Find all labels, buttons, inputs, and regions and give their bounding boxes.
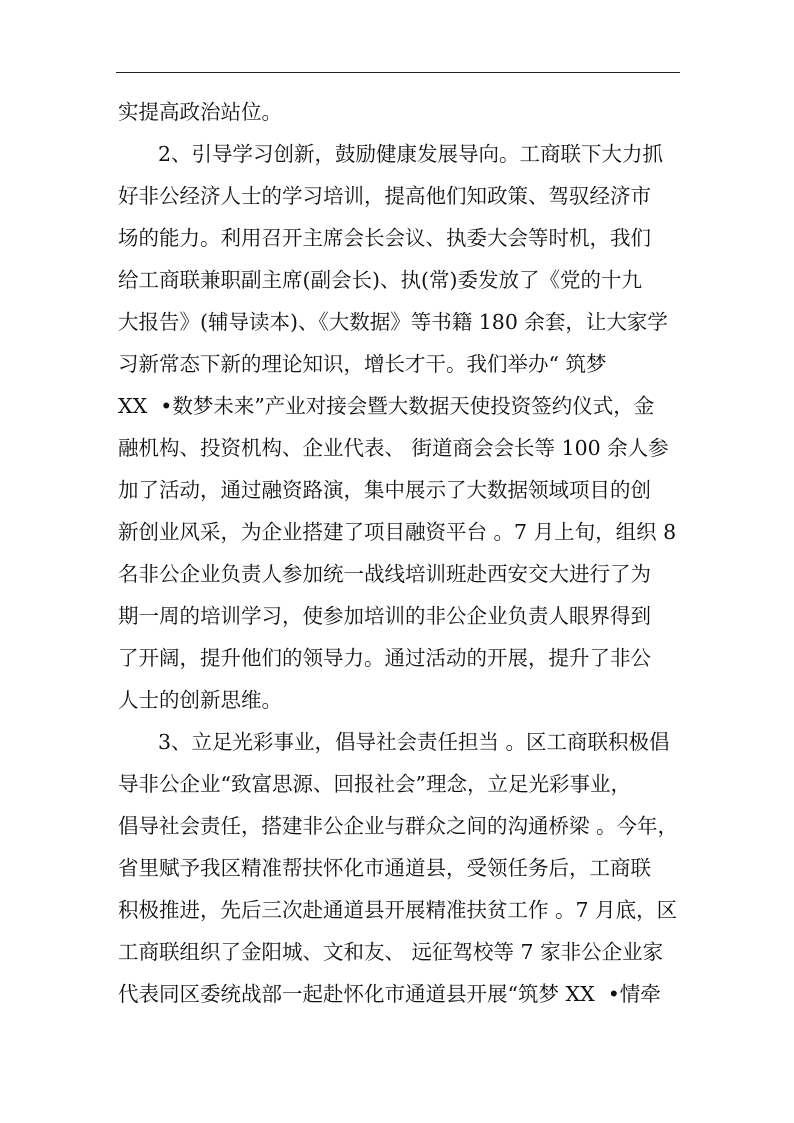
text-line: 新创业风采，为企业搭建了项目融资平台 。7 月上旬，组织 8 <box>118 520 677 544</box>
text-line: 好非公经济人士的学习培训，提高他们知政策、驾驭经济市 <box>118 184 651 208</box>
header-rule <box>116 72 680 73</box>
text-line: 代表同区委统战部一起赴怀化市通道县开展“筑梦 XX •情牵 <box>118 982 661 1006</box>
text-line: 场的能力。利用召开主席会长会议、执委大会等时机，我们 <box>118 226 651 250</box>
text-line: 习新常态下新的理论知识，增长才干。我们举办“ 筑梦 <box>118 352 607 376</box>
text-line: 融机构、投资机构、企业代表、 街道商会会长等 100 余人参 <box>118 436 669 460</box>
text-line: 倡导社会责任，搭建非公企业与群众之间的沟通桥梁 。今年， <box>118 814 679 838</box>
text-line: 实提高政治站位。 <box>118 100 282 124</box>
text-line: 期一周的培训学习，使参加培训的非公企业负责人眼界得到 <box>118 604 651 628</box>
text-line: 省里赋予我区精准帮扶怀化市通道县，受领任务后，工商联 <box>118 856 651 880</box>
text-line: 工商联组织了金阳城、文和友、 远征驾校等 7 家非公企业家 <box>118 940 664 964</box>
paragraph-3-heading-line: 3、立足光彩事业，倡导社会责任担当 。区工商联积极倡 <box>158 730 670 754</box>
text-line: 加了活动，通过融资路演，集中展示了大数据领域项目的创 <box>118 478 651 502</box>
text-line: 人士的创新思维。 <box>118 688 282 712</box>
text-line: 了开阔，提升他们的领导力。通过活动的开展，提升了非公 <box>118 646 651 670</box>
text-line: 积极推进，先后三次赴通道县开展精准扶贫工作 。7 月底，区 <box>118 898 678 922</box>
text-line: 名非公企业负责人参加统一战线培训班赴西安交大进行了为 <box>118 562 651 586</box>
text-line: 大报告》(辅导读本)、《大数据》等书籍 180 余套，让大家学 <box>118 310 668 334</box>
text-line: 导非公企业“致富思源、回报社会”理念，立足光彩事业， <box>118 772 631 796</box>
text-line: XX •数梦未来”产业对接会暨大数据天使投资签约仪式，金 <box>118 394 655 418</box>
paragraph-2-heading-line: 2、引导学习创新，鼓励健康发展导向。工商联下大力抓 <box>158 142 664 166</box>
text-line: 给工商联兼职副主席(副会长)、执(常)委发放了《党的十九 <box>118 268 642 292</box>
